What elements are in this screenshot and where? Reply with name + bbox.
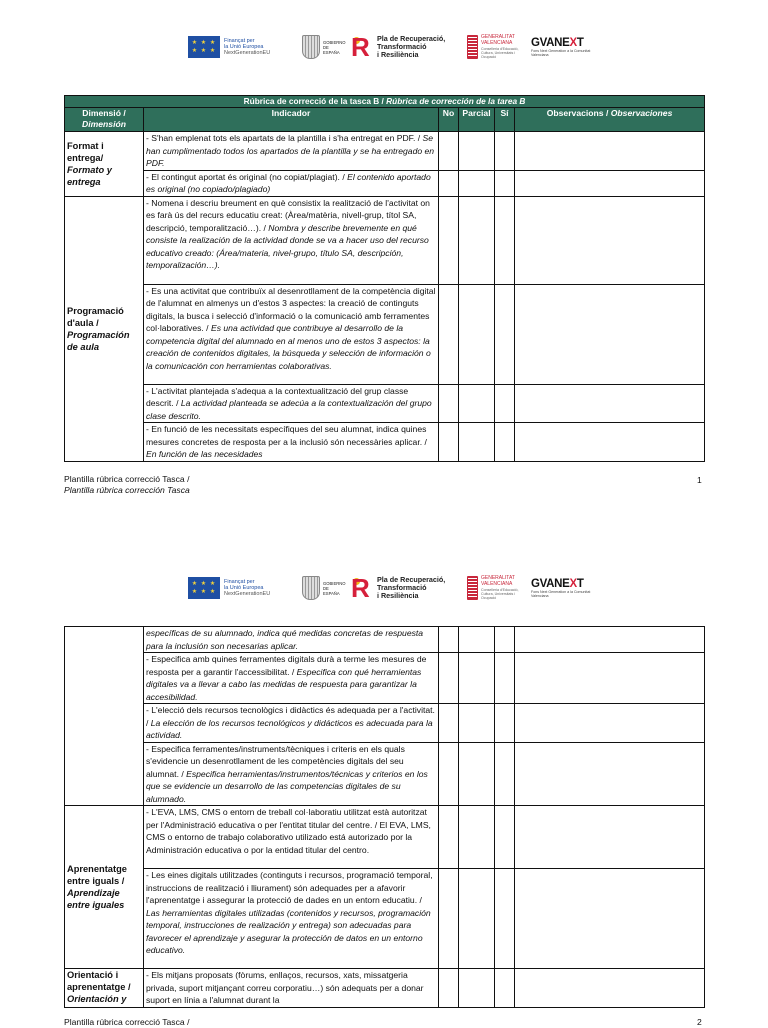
indicator-cell: - Les eines digitals utilitzades (continguts i recursos, programació temporal, instruccions de realització i lliurament) són adequades per a afavorir l'aprenentatge i assegurar la protecció de dades en un entorn educatiu. / Las herramientas digitales utilizadas (contenidos y recursos, programación temporal, instrucciones de realización y entrega) son adecuadas para favorecer el aprendizaje y asegurar la protección de datos en un entorno educativo. [144, 869, 439, 969]
rating-partial[interactable] [459, 653, 495, 704]
observations-cell[interactable] [515, 704, 705, 743]
generalitat-logo: GENERALITAT VALENCIANA Conselleria d'Educació, Cultura, Universitats i Ocupació [481, 575, 519, 600]
rating-partial[interactable] [459, 806, 495, 869]
gobierno-logo: GOBIERNO DE ESPAÑA [323, 39, 346, 55]
table-row [65, 653, 705, 704]
table-row [65, 627, 705, 653]
table-row [65, 869, 705, 969]
header-logos [188, 30, 593, 64]
rating-no[interactable] [439, 284, 459, 384]
generalitat-icon [467, 576, 478, 600]
rating-partial[interactable] [459, 742, 495, 806]
eu-funding-logo: Finançat per la Unió Europea NextGenerationEU [224, 37, 271, 57]
table-title: Rúbrica de correcció de la tasca B / Rúbrica de corrección de la tarea B [65, 96, 705, 108]
observations-cell[interactable] [515, 653, 705, 704]
rating-partial[interactable] [459, 284, 495, 384]
table-row [65, 423, 705, 462]
observations-cell[interactable] [515, 627, 705, 653]
table-row [65, 704, 705, 743]
table-header-row [65, 108, 705, 132]
col-dimension: Dimensió / Dimensión [65, 108, 144, 132]
rating-partial[interactable] [459, 627, 495, 653]
rating-no[interactable] [439, 627, 459, 653]
recovery-plan-logo: Pla de Recuperació, Transformació i Resiliència [377, 33, 446, 60]
rating-no[interactable] [439, 806, 459, 869]
rating-partial[interactable] [459, 196, 495, 284]
page1-footer: Plantilla rúbrica correcció Tasca / Plantilla rúbrica corrección Tasca [64, 474, 190, 495]
indicator-cell: - L'activitat plantejada s'adequa a la contextualització del grup classe descrit. / La actividad planteada se adecúa a la contextualización del grupo clase descrito. [144, 384, 439, 423]
indicator-cell: - Nomena i descriu breument en què consistix la realització de l'activitat on es farà ús del recurs educatiu creat: (Àrea/matèria, nivell-grup, títol SA, descripció, temporalització…). / Nombra y describe brevemente en qué consiste la realización de la actividad donde se va a hacer uso del recurso educativo creado: (Área/materia, nivel-grupo, título SA, descripción, temporalización…). [144, 196, 439, 284]
observations-cell[interactable] [515, 196, 705, 284]
rating-no[interactable] [439, 196, 459, 284]
rating-partial[interactable] [459, 869, 495, 969]
rating-yes[interactable] [495, 869, 515, 969]
observations-cell[interactable] [515, 284, 705, 384]
indicator-cell: - L'elecció dels recursos tecnològics i didàctics és adequada per a l'activitat. / La elección de los recursos tecnológicos y didácticos es adecuada para la actividad. [144, 704, 439, 743]
rating-yes[interactable] [495, 284, 515, 384]
observations-cell[interactable] [515, 969, 705, 1008]
header-logos [188, 571, 593, 605]
rating-no[interactable] [439, 742, 459, 806]
indicator-cell: - El contingut aportat és original (no copiat/plagiat). / El contenido aportado es original (no copiado/plagiado) [144, 170, 439, 196]
observations-cell[interactable] [515, 806, 705, 869]
rating-no[interactable] [439, 423, 459, 462]
indicator-cell: - L'EVA, LMS, CMS o entorn de treball col·laboratiu utilitzat està autoritzat per l'Administració educativa o per l'entitat titular del centre. / El EVA, LMS, CMS o entorno de trabajo colaborativo utilizado está autorizado por la Administración educativa o por la entidad titular del centro. [144, 806, 439, 869]
rating-no[interactable] [439, 132, 459, 171]
table-row [65, 170, 705, 196]
dimension-orientacio: Orientació i aprenentatge / Orientación y [65, 969, 144, 1008]
rating-yes[interactable] [495, 132, 515, 171]
eu-flag-icon: ★ ★ ★ ★ ★ ★ [188, 36, 220, 58]
rating-yes[interactable] [495, 704, 515, 743]
col-indicator: Indicador [144, 108, 439, 132]
indicator-cell: - Especifica amb quines ferramentes digitals durà a terme les mesures de resposta per a garantir l'accessibilitat. / Especifica con qué herramientas digitales va a llevar a cabo las medidas de respuesta para garantizar la accesibilidad. [144, 653, 439, 704]
rating-yes[interactable] [495, 742, 515, 806]
col-observations: Observacions / Observaciones [515, 108, 705, 132]
rating-yes[interactable] [495, 806, 515, 869]
indicator-cell: - Els mitjans proposats (fòrums, enllaços, recursos, xats, missatgeria privada, suport mitjançant correu corporatiu…) són adequats per a donar suport en línia a l'alumnat durant la [144, 969, 439, 1008]
generalitat-icon [467, 35, 478, 59]
dimension-aprenentatge: Aprenentatge entre iguals / Aprendizaje entre iguales [65, 806, 144, 969]
spain-crest-icon [302, 576, 320, 600]
table-row [65, 384, 705, 423]
table-row [65, 284, 705, 384]
rating-partial[interactable] [459, 423, 495, 462]
rating-partial[interactable] [459, 170, 495, 196]
observations-cell[interactable] [515, 869, 705, 969]
rating-yes[interactable] [495, 196, 515, 284]
rating-yes[interactable] [495, 384, 515, 423]
rating-partial[interactable] [459, 384, 495, 423]
table-row [65, 806, 705, 869]
eu-funding-logo: Finançat per la Unió Europea NextGenerationEU [224, 578, 271, 598]
rating-yes[interactable] [495, 653, 515, 704]
indicator-cell: - En funció de les necessitats específiques del seu alumnat, indica quines mesures concretes de resposta per a la inclusió són necessàries aplicar. / En función de las necesidades [144, 423, 439, 462]
recovery-plan-icon: R [351, 32, 370, 62]
rating-yes[interactable] [495, 423, 515, 462]
rating-no[interactable] [439, 170, 459, 196]
rating-partial[interactable] [459, 132, 495, 171]
recovery-plan-icon: R [351, 573, 370, 603]
generalitat-logo: GENERALITAT VALENCIANA Conselleria d'Educació, Cultura, Universitats i Ocupació [481, 34, 519, 59]
page2-number: 2 [697, 1017, 702, 1027]
table-row [65, 742, 705, 806]
spain-crest-icon [302, 35, 320, 59]
rating-no[interactable] [439, 704, 459, 743]
table-row [65, 196, 705, 284]
dimension-programacio: Programació d'aula / Programación de aula [65, 196, 144, 461]
observations-cell[interactable] [515, 423, 705, 462]
rating-no[interactable] [439, 653, 459, 704]
rating-partial[interactable] [459, 704, 495, 743]
col-no: No [439, 108, 459, 132]
page2-footer: Plantilla rúbrica correcció Tasca / [64, 1017, 190, 1027]
gobierno-logo: GOBIERNO DE ESPAÑA [323, 580, 346, 596]
observations-cell[interactable] [515, 132, 705, 171]
indicator-cell: - Es una activitat que contribuïx al desenrotllament de la competència digital de l'alumnat en almenys un d'estos 3 aspectes: la creació de continguts digitals, la busca i selecció d'informació o la comunicació amb ferramentes col·laboratives. / Es una actividad que contribuye al desarrollo de la competencia digital del alumnado en al menos uno de estos 3 aspectos: la creación de contenidos digitales, la búsqueda y selección de información o la comunicación con herramientas colaborativas. [144, 284, 439, 384]
rubric-table-page2 [64, 626, 705, 1008]
table-title-row [65, 96, 705, 108]
rating-yes[interactable] [495, 969, 515, 1008]
rating-no[interactable] [439, 869, 459, 969]
dimension-format: Format i entrega/ Formato y entrega [65, 132, 144, 197]
observations-cell[interactable] [515, 384, 705, 423]
col-yes: Sí [495, 108, 515, 132]
observations-cell[interactable] [515, 742, 705, 806]
page1-number: 1 [697, 475, 702, 485]
rating-no[interactable] [439, 384, 459, 423]
rating-yes[interactable] [495, 170, 515, 196]
dimension-programacio-cont [65, 627, 144, 806]
rating-partial[interactable] [459, 969, 495, 1008]
gvanext-logo: GVANEXT Fons Next Generation a la Comunitat Valenciana [531, 37, 591, 57]
table-row [65, 969, 705, 1008]
observations-cell[interactable] [515, 170, 705, 196]
recovery-plan-logo: Pla de Recuperació, Transformació i Resiliència [377, 574, 446, 601]
rubric-table-page1 [64, 95, 705, 462]
indicator-cell: - Especifica ferramentes/instruments/tècniques i criteris en els quals s'evidencie un desenrotllament de les competències digitals del seu alumnat. / Especifica herramientas/instrumentos/técnicas y criterios en los que se evidencie un desarrollo de las competencias digitales de su alumnado. [144, 742, 439, 806]
rating-no[interactable] [439, 969, 459, 1008]
rating-yes[interactable] [495, 627, 515, 653]
eu-flag-icon: ★ ★ ★ ★ ★ ★ [188, 577, 220, 599]
gvanext-logo: GVANEXT Fons Next Generation a la Comunitat Valenciana [531, 578, 591, 598]
col-partial: Parcial [459, 108, 495, 132]
indicator-cell: - S'han emplenat tots els apartats de la plantilla i s'ha entregat en PDF. / Se han cumplimentado todos los apartados de la plantilla y se ha entregado en PDF. [144, 132, 439, 171]
table-row [65, 132, 705, 171]
indicator-cell: específicas de su alumnado, indica qué medidas concretas de respuesta para la inclusión son necesarias aplicar. [144, 627, 439, 653]
